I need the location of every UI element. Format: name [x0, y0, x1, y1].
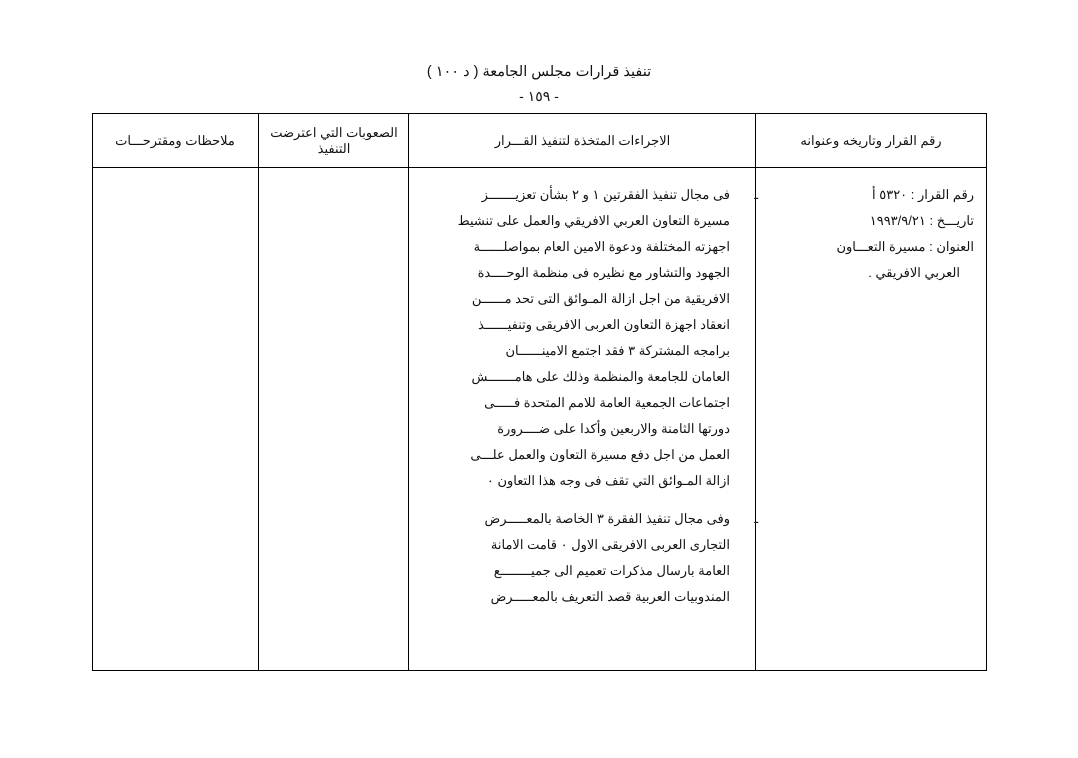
page-number: - ١٥٩ -: [519, 88, 559, 104]
action-line: مسيرة التعاون العربي الافريقي والعمل على تنشيط: [457, 213, 730, 228]
action-line: فى مجال تنفيذ الفقرتين ١ و ٢ بشأن تعزيـــــــز: [481, 187, 730, 202]
decision-number-value: ٥٣٢٠ أ: [872, 187, 908, 202]
action-line: المندوبيات العربية قصد التعريف بالمعـــــرض: [490, 589, 730, 604]
cell-difficulties: [259, 168, 409, 670]
action-line: الجهود والتشاور مع نظيره فى منظمة الوحــــدة: [477, 265, 730, 280]
decision-number-label: رقم القرار :: [910, 187, 974, 202]
decisions-table: [92, 113, 987, 671]
action-line: العامة بارسال مذكرات تعميم الى جميــــــــع: [493, 563, 730, 578]
action-line: وفى مجال تنفيذ الفقرة ٣ الخاصة بالمعـــــرض: [484, 511, 730, 526]
decision-date-label: تاريـــخ :: [929, 213, 974, 228]
action-line: الافريقية من اجل ازالة المـوائق التى تحد مــــــن: [471, 291, 730, 306]
decision-date-value: ١٩٩٣/٩/٢١: [869, 213, 926, 228]
action-line: التجارى العربى الافريقى الاول ٠ قامت الامانة: [490, 537, 730, 552]
action-line: برامجه المشتركة ٣ فقد اجتمع الامينــــــان: [505, 343, 730, 358]
page-title: تنفيذ قرارات مجلس الجامعة ( د ١٠٠ ): [426, 64, 652, 80]
cell-actions-taken: [409, 168, 756, 670]
bullet-dash-icon: ـ: [754, 511, 758, 526]
decision-subject-line: [768, 234, 974, 260]
action-line: دورتها الثامنة والاربعين وأكدا على ضــــرورة: [497, 421, 730, 436]
decision-subject-label: العنوان :: [929, 239, 974, 254]
action-line: ازالة المـوائق التي تقف فى وجه هذا التعاون ٠: [486, 473, 730, 488]
column-header-difficulties: الصعوبات التي اعترضت التنفيذ: [270, 125, 398, 156]
action-paragraph-2: [421, 506, 758, 610]
cell-decision-info: [756, 168, 986, 670]
bullet-dash-icon: ـ: [754, 187, 758, 202]
decision-date-line: [768, 208, 974, 234]
action-line: العامان للجامعة والمنظمة وذلك على هامـــــــش: [471, 369, 730, 384]
column-header-decision: رقم القرار وتاريخه وعنوانه: [800, 133, 942, 148]
column-header-actions: الاجراءات المتخذة لتنفيذ القـــرار: [494, 133, 671, 148]
decision-subject-line-2: العربي الافريقي .: [868, 265, 960, 280]
action-line: انعقاد اجهزة التعاون العربى الافريقى وتنفيــــــذ: [478, 317, 730, 332]
decision-subject-value: مسيرة التعـــاون: [836, 239, 926, 254]
action-line: اجهزته المختلفة ودعوة الامين العام بمواصلــــــة: [473, 239, 730, 254]
column-header-notes: ملاحظات ومقترحـــات: [115, 133, 235, 148]
action-line: العمل من اجل دفع مسيرة التعاون والعمل علـــى: [470, 447, 730, 462]
action-line: اجتماعات الجمعية العامة للامم المتحدة فـــــى: [484, 395, 730, 410]
action-paragraph-1: [421, 182, 758, 494]
cell-notes: [91, 168, 259, 670]
decision-number-line: [768, 182, 974, 208]
